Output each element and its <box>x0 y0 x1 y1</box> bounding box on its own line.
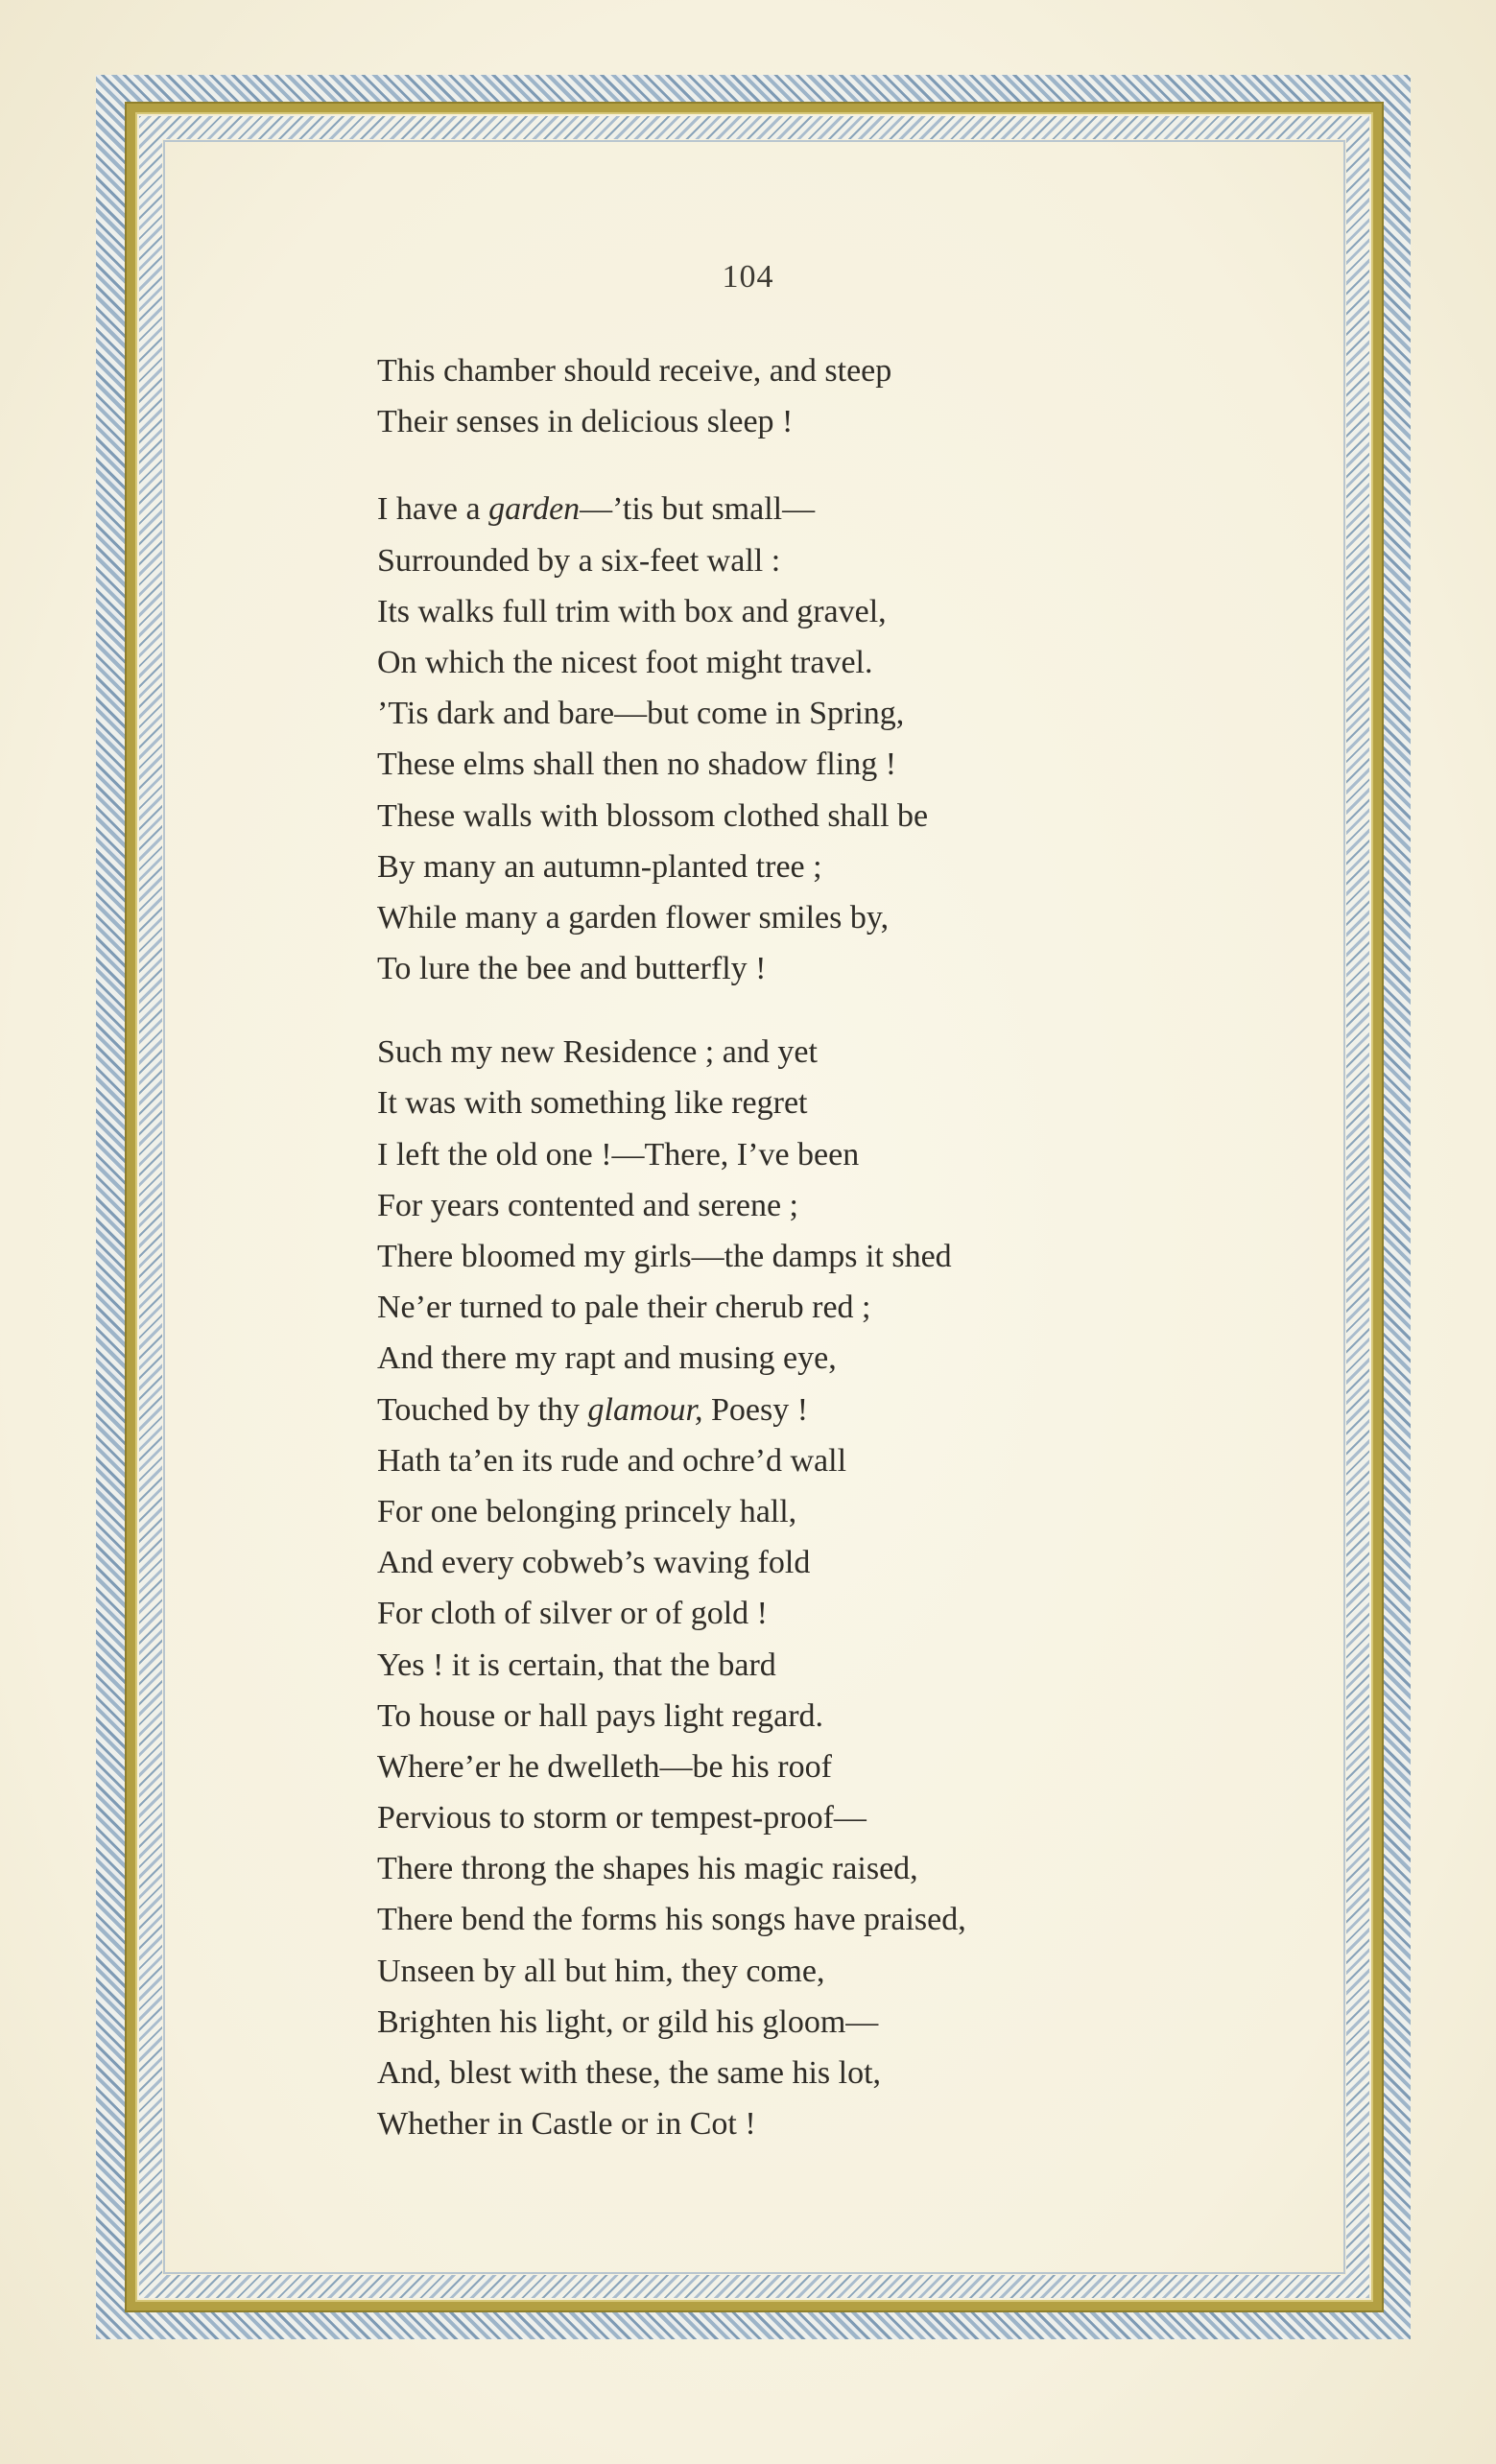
poem-line: This chamber should receive, and steep <box>377 353 892 389</box>
poem-line: On which the nicest foot might travel. <box>377 644 873 680</box>
poem-line: For one belonging princely hall, <box>377 1493 797 1529</box>
poem-line: Hath ta’en its rude and ochre’d wall <box>377 1442 847 1479</box>
poem-line: Such my new Residence ; and yet <box>377 1034 818 1071</box>
poem-line: Whether in Castle or in Cot ! <box>377 2106 756 2143</box>
poem-line: To house or hall pays light regard. <box>377 1697 824 1734</box>
poem-line: Pervious to storm or tempest-proof— <box>377 1800 867 1836</box>
line-segment: Touched by thy <box>377 1391 588 1428</box>
poem-line: And every cobweb’s waving fold <box>377 1545 811 1581</box>
poem-stanza <box>377 484 1241 994</box>
poem-line: Ne’er turned to pale their cherub red ; <box>377 1290 871 1326</box>
line-segment: I have a <box>377 491 489 528</box>
poem-line: Surrounded by a six-feet wall : <box>377 542 781 579</box>
poem-line: These elms shall then no shadow fling ! <box>377 746 897 783</box>
poem-line: I left the old one !—There, I’ve been <box>377 1136 860 1173</box>
poem-line: While many a garden flower smiles by, <box>377 899 890 936</box>
line-segment: Poesy ! <box>702 1391 809 1428</box>
stanza-gap <box>377 994 1241 1027</box>
page-number: 104 <box>722 259 774 295</box>
poem-line: Yes ! it is certain, that the bard <box>377 1647 776 1683</box>
poem-stanza <box>377 1027 1241 2149</box>
poem-line: There bend the forms his songs have praised, <box>377 1902 966 1938</box>
poem-line: For cloth of silver or of gold ! <box>377 1596 768 1632</box>
poem-stanza <box>377 345 1241 447</box>
poem-line: By many an autumn-planted tree ; <box>377 848 822 885</box>
poem-body <box>377 345 1241 2149</box>
poem-line: Where’er he dwelleth—be his roof <box>377 1748 832 1785</box>
stanza-gap <box>377 447 1241 484</box>
italic-phrase: garden <box>488 491 581 528</box>
poem-line: And there my rapt and musing eye, <box>377 1340 837 1377</box>
poem-line: ’Tis dark and bare—but come in Spring, <box>377 696 905 732</box>
poem-line: It was with something like regret <box>377 1085 808 1122</box>
italic-phrase: glamour, <box>587 1391 703 1428</box>
poem-line <box>377 1385 1241 1435</box>
poem-line: For years contented and serene ; <box>377 1187 798 1223</box>
poem-line: There throng the shapes his magic raised, <box>377 1851 918 1887</box>
poem-line: Unseen by all but him, they come, <box>377 1953 825 1989</box>
poem-line: These walls with blossom clothed shall be <box>377 797 929 834</box>
poem-line <box>377 484 1241 534</box>
poem-line: Its walks full trim with box and gravel, <box>377 593 887 629</box>
poem-line: Their senses in delicious sleep ! <box>377 404 794 440</box>
poem-line: There bloomed my girls—the damps it shed <box>377 1239 952 1274</box>
poem-line: To lure the bee and butterfly ! <box>377 951 767 987</box>
poem-line: Brighten his light, or gild his gloom— <box>377 2003 879 2040</box>
line-segment: —’tis but small— <box>580 491 816 528</box>
poem-line: And, blest with these, the same his lot, <box>377 2055 882 2091</box>
